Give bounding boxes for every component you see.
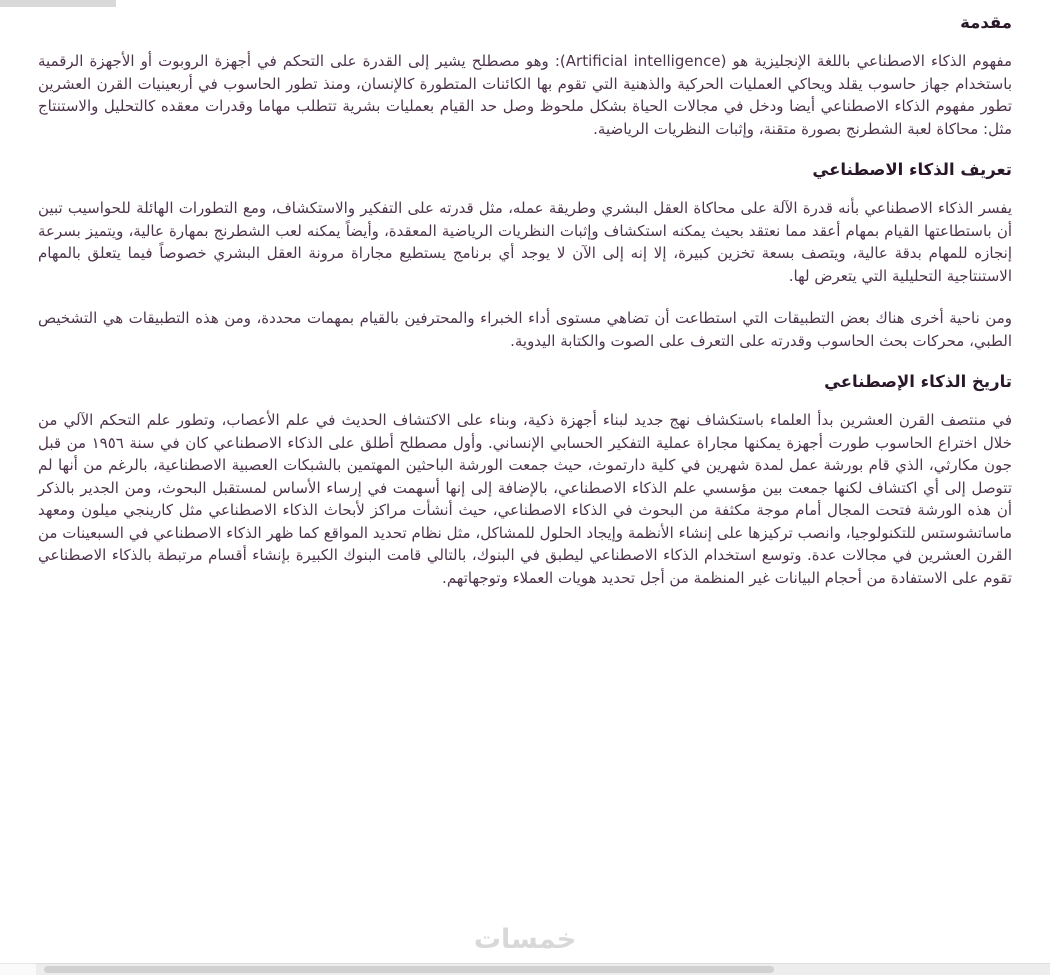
- horizontal-scrollbar[interactable]: [36, 963, 1050, 975]
- watermark-khamsat: خمسات: [473, 924, 577, 955]
- section-definition: [38, 160, 1012, 352]
- scrollbar-corner: [0, 963, 36, 975]
- paragraph-introduction: مفهوم الذكاء الاصطناعي باللغة الإنجليزية هو (Artificial intelligence): وهو مصطلح يشير إلى القدرة على التحكم في أجهزة الروبوت أو الأجهزة الرقمية باستخدام جهاز حاسوب يقلد ويحاكي العمليات الحركية والذهنية التي تقوم بها الكائنات المتطورة كالإنسان، ومنذ تطور الحاسوب في أربعينيات القرن العشرين تطور مفهوم الذكاء الاصطناعي أيضا ودخل في مجالات الحياة بشكل ملحوظ وصل حد القيام بعمليات بشرية تتطلب مهاما وقدرات معقده كالتحليل والاستنتاج مثل: محاكاة لعبة الشطرنج بصورة متقنة، وإثبات النظريات الرياضية.: [38, 52, 1012, 138]
- paragraph-history: في منتصف القرن العشرين بدأ العلماء باستكشاف نهج جديد لبناء أجهزة ذكية، وبناء على الاكتشاف الحديث في علم الأعصاب، وتطور علم التحكم الآلي من خلال اختراع الحاسوب طورت أجهزة يمكنها مجاراة عملية التفكير الحسابي الإنساني. وأول مصطلح أطلق على الذكاء الاصطناعي كان في سنة ١٩٥٦ من قبل جون مكارثي، الذي قام بورشة عمل لمدة شهرين في كلية دارتموث، حيث جمعت الورشة الباحثين المهتمين بالشبكات العصبية الاصطناعية، بالرغم من أنها لم تتوصل إلى أي اكتشاف لكنها جمعت بين مؤسسي علم الذكاء الاصطناعي، بالإضافة إلى إنها أسهمت في إرساء الأساس لمستقبل البحوث، ومن الجدير بالذكر أن هذه الورشة فتحت المجال أمام موجة مكثفة من البحوث في الذكاء الاصطناعي، حيث أنشأت مراكز لأبحاث الذكاء الاصطناعي مثل كارينجي ميلون ومعهد ماساتشوستس للتكنولوجيا، وانصب تركيزها على إنشاء الأنظمة وإيجاد الحلول للمشاكل، مثل نظام تحديد المواقع كما ظهر الذكاء الاصطناعي في السبعينات من القرن العشرين في مجالات عدة. وتوسع استخدام الذكاء الاصطناعي ليطبق في البنوك، بالتالي قامت البنوك الكبيرة بإنشاء أقسام مرتبطة بالذكاء الاصطناعي تقوم على الاستفادة من أحجام البيانات غير المنظمة من أجل تحديد هويات العملاء وتوجهاتهم.: [38, 411, 1012, 587]
- scrollbar-thumb[interactable]: [44, 966, 774, 973]
- paragraph-definition-2: ومن ناحية أخرى هناك بعض التطبيقات التي استطاعت أن تضاهي مستوى أداء الخبراء والمحترفين بالقيام بمهمات محددة، ومن هذه التطبيقات هي التشخيص الطبي، محركات بحث الحاسوب وقدرته على التعرف على الصوت والكتابة اليدوية.: [38, 309, 1012, 350]
- section-introduction: [38, 13, 1012, 140]
- section-heading-introduction: مقدمة: [960, 13, 1012, 32]
- section-history: [38, 372, 1012, 589]
- section-heading-history: تاريخ الذكاء الإصطناعي: [824, 372, 1012, 391]
- section-heading-definition: تعريف الذكاء الاصطناعي: [812, 160, 1012, 179]
- paragraph-definition-1: يفسر الذكاء الاصطناعي بأنه قدرة الآلة على محاكاة العقل البشري وطريقة عمله، مثل قدرته على التفكير والاستكشاف، ومع التطورات الهائلة للحواسيب تبين أن باستطاعتها القيام بمهام أعقد مما نعتقد بحيث يمكنه استكشاف وإثبات النظريات الرياضية المعقدة، وأيضاً يمكنه لعب الشطرنج بمهارة عالية، ويتميز بسرعة إنجازه للمهام بدقة عالية، ويتصف بسعة تخزين كبيرة، إلا إنه إلى الآن لا يوجد أي برنامج يستطيع مجاراة مرونة العقل البشري خصوصاً فيما يتعلق بالمهام الاستنتاجية التحليلية التي يتعرض لها.: [38, 199, 1012, 285]
